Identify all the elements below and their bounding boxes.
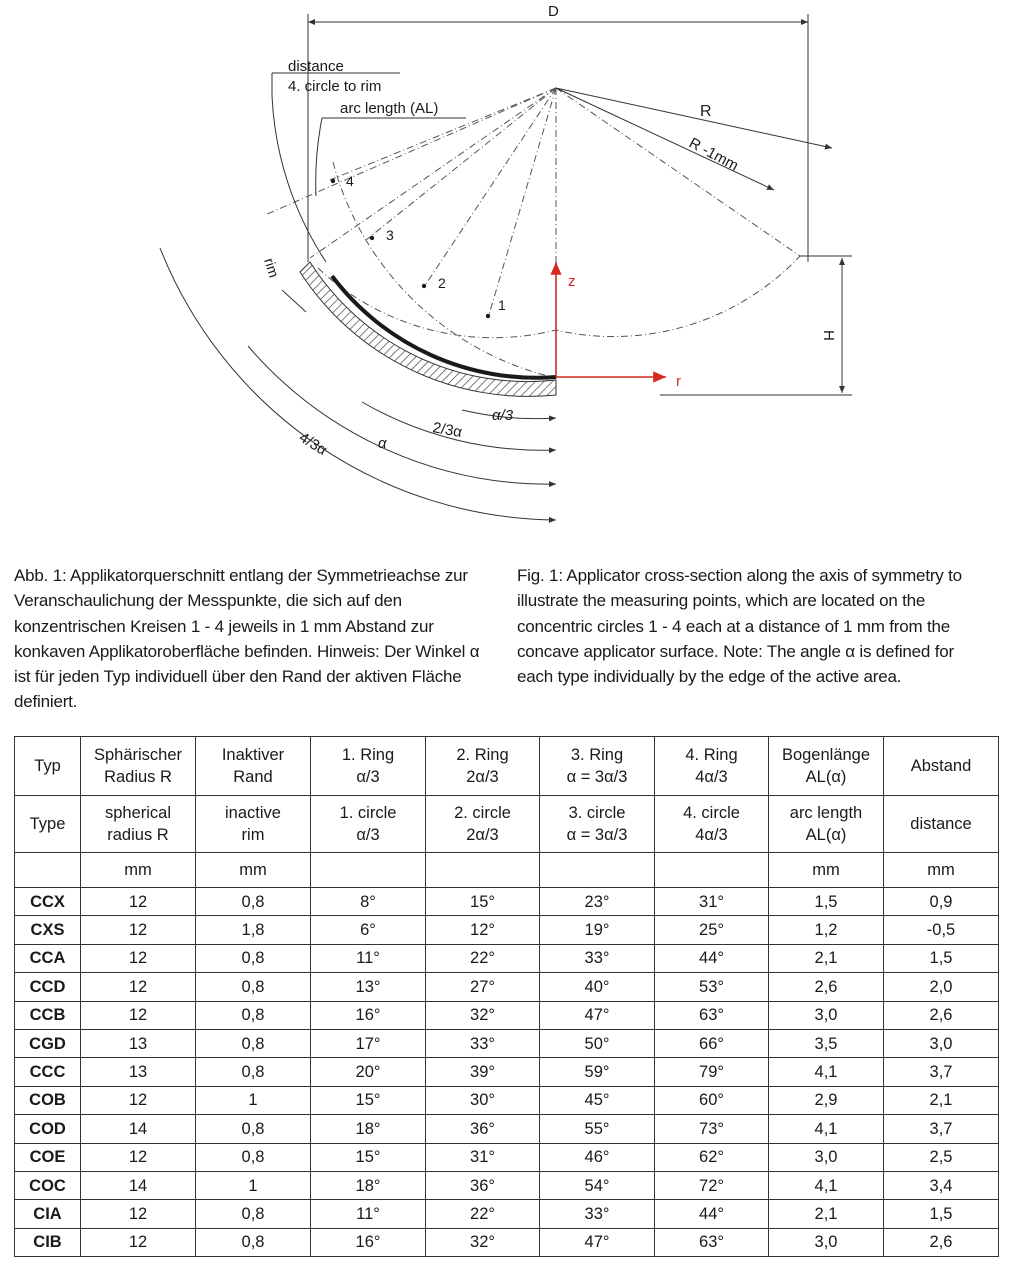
table-cell: 12 <box>81 888 196 916</box>
table-cell: 14 <box>81 1171 196 1199</box>
label-ring-1: 1 <box>498 297 506 313</box>
table-cell: 0,8 <box>196 1143 311 1171</box>
table-cell: 53° <box>655 973 769 1001</box>
table-cell: 0,8 <box>196 944 311 972</box>
table-cell: 0,8 <box>196 1058 311 1086</box>
table-row <box>15 944 999 972</box>
table-cell: 18° <box>311 1171 426 1199</box>
table-cell: 14 <box>81 1115 196 1143</box>
header-cell: 2. circle 2α/3 <box>426 796 540 853</box>
table-cell: 59° <box>540 1058 655 1086</box>
table-row <box>15 1115 999 1143</box>
table-cell: 30° <box>426 1086 540 1114</box>
table-cell: 12 <box>81 1228 196 1256</box>
table-row <box>15 973 999 1001</box>
header-cell: 4. Ring 4α/3 <box>655 737 769 796</box>
label-D: D <box>548 3 559 20</box>
label-circle-to-rim: 4. circle to rim <box>288 78 382 95</box>
header-cell: Inaktiver Rand <box>196 737 311 796</box>
label-H: H <box>820 330 837 341</box>
unit-cell <box>311 853 426 888</box>
table-cell: 31° <box>426 1143 540 1171</box>
table-cell: 1,5 <box>769 888 884 916</box>
label-rim: rim <box>261 255 283 280</box>
header-cell: 4. circle 4α/3 <box>655 796 769 853</box>
table-cell: 33° <box>540 1200 655 1228</box>
table-cell: 0,9 <box>884 888 999 916</box>
table-cell: 27° <box>426 973 540 1001</box>
table-cell: 4,1 <box>769 1058 884 1086</box>
table-cell: 15° <box>311 1086 426 1114</box>
table-cell: 79° <box>655 1058 769 1086</box>
unit-cell: mm <box>196 853 311 888</box>
table-cell: 22° <box>426 1200 540 1228</box>
table-cell: 2,9 <box>769 1086 884 1114</box>
label-z-axis: z <box>568 273 576 290</box>
type-code-cell: CCC <box>15 1058 81 1086</box>
caption-german: Abb. 1: Applikatorquerschnitt entlang der Symmetrieachse zur Veranschaulichung der Messpunkte, die sich auf den konzentrischen Kreisen 1 - 4 jeweils in 1 mm Abstand zur konkaven Applikatoroberfläche befinden. Hinweis: Der Winkel α ist für jeden Typ individuell über den Rand der aktiven Fläche definiert. <box>14 566 480 712</box>
table-cell: 2,1 <box>884 1086 999 1114</box>
table-row <box>15 1001 999 1029</box>
table-cell: 3,7 <box>884 1058 999 1086</box>
table-cell: 12 <box>81 916 196 944</box>
type-code-cell: CCD <box>15 973 81 1001</box>
label-ring-4: 4 <box>346 173 354 189</box>
header-cell: Bogenlänge AL(α) <box>769 737 884 796</box>
table-cell: 11° <box>311 1200 426 1228</box>
table-cell: 60° <box>655 1086 769 1114</box>
type-code-cell: CCB <box>15 1001 81 1029</box>
table-cell: 33° <box>426 1029 540 1057</box>
table-cell: 1 <box>196 1086 311 1114</box>
table-row <box>15 1200 999 1228</box>
label-two-thirds-alpha: 2/3α <box>431 419 464 442</box>
table-cell: 8° <box>311 888 426 916</box>
table-cell: -0,5 <box>884 916 999 944</box>
type-code-cell: CIB <box>15 1228 81 1256</box>
table-cell: 0,8 <box>196 1001 311 1029</box>
table-cell: 47° <box>540 1228 655 1256</box>
table-cell: 44° <box>655 1200 769 1228</box>
type-code-cell: CXS <box>15 916 81 944</box>
table-row <box>15 1143 999 1171</box>
table-cell: 36° <box>426 1171 540 1199</box>
table-cell: 3,7 <box>884 1115 999 1143</box>
header-cell: Sphärischer Radius R <box>81 737 196 796</box>
label-ring-2: 2 <box>438 275 446 291</box>
label-r-axis: r <box>676 373 681 390</box>
height-dimension <box>660 256 852 395</box>
table-cell: 12 <box>81 973 196 1001</box>
table-cell: 73° <box>655 1115 769 1143</box>
table-cell: 44° <box>655 944 769 972</box>
table-cell: 1 <box>196 1171 311 1199</box>
table-cell: 25° <box>655 916 769 944</box>
table-cell: 0,8 <box>196 1029 311 1057</box>
table-cell: 4,1 <box>769 1171 884 1199</box>
unit-cell <box>655 853 769 888</box>
table-cell: 0,8 <box>196 1200 311 1228</box>
type-code-cell: CCX <box>15 888 81 916</box>
units-row <box>15 853 999 888</box>
header-cell: 3. Ring α = 3α/3 <box>540 737 655 796</box>
table-cell: 55° <box>540 1115 655 1143</box>
label-alpha-third: α/3 <box>492 407 514 424</box>
table-cell: 1,8 <box>196 916 311 944</box>
label-R: R <box>700 103 712 120</box>
unit-cell: mm <box>81 853 196 888</box>
header-row-english <box>15 796 999 853</box>
type-code-cell: COE <box>15 1143 81 1171</box>
table-cell: 12° <box>426 916 540 944</box>
table-cell: 1,5 <box>884 1200 999 1228</box>
applicator-cross-section-diagram <box>0 0 1011 545</box>
table-cell: 47° <box>540 1001 655 1029</box>
radial-lines <box>265 88 800 380</box>
table-cell: 2,5 <box>884 1143 999 1171</box>
header-cell: 3. circle α = 3α/3 <box>540 796 655 853</box>
table-cell: 16° <box>311 1228 426 1256</box>
table-cell: 39° <box>426 1058 540 1086</box>
unit-cell <box>15 853 81 888</box>
table-cell: 50° <box>540 1029 655 1057</box>
header-cell: 2. Ring 2α/3 <box>426 737 540 796</box>
label-arc-length: arc length (AL) <box>340 100 439 117</box>
table-cell: 15° <box>311 1143 426 1171</box>
table-cell: 32° <box>426 1001 540 1029</box>
table-cell: 2,6 <box>884 1001 999 1029</box>
table-cell: 3,0 <box>769 1143 884 1171</box>
table-row <box>15 916 999 944</box>
type-code-cell: CIA <box>15 1200 81 1228</box>
type-code-cell: COB <box>15 1086 81 1114</box>
table-cell: 2,6 <box>884 1228 999 1256</box>
table-cell: 20° <box>311 1058 426 1086</box>
header-row-german <box>15 737 999 796</box>
table-cell: 0,8 <box>196 973 311 1001</box>
table-cell: 12 <box>81 1001 196 1029</box>
table-cell: 1,2 <box>769 916 884 944</box>
table-cell: 31° <box>655 888 769 916</box>
table-cell: 23° <box>540 888 655 916</box>
label-ring-3: 3 <box>386 227 394 243</box>
table-cell: 16° <box>311 1001 426 1029</box>
table-cell: 13° <box>311 973 426 1001</box>
header-cell: 1. Ring α/3 <box>311 737 426 796</box>
table-cell: 12 <box>81 944 196 972</box>
table-cell: 11° <box>311 944 426 972</box>
table-cell: 62° <box>655 1143 769 1171</box>
table-cell: 45° <box>540 1086 655 1114</box>
table-cell: 66° <box>655 1029 769 1057</box>
table-cell: 15° <box>426 888 540 916</box>
label-R-1mm: R -1mm <box>686 134 742 175</box>
table-cell: 22° <box>426 944 540 972</box>
table-cell: 54° <box>540 1171 655 1199</box>
header-cell: Typ <box>15 737 81 796</box>
table-cell: 3,0 <box>769 1228 884 1256</box>
table-cell: 40° <box>540 973 655 1001</box>
table-row <box>15 1058 999 1086</box>
table-cell: 3,5 <box>769 1029 884 1057</box>
type-code-cell: CCA <box>15 944 81 972</box>
table-cell: 72° <box>655 1171 769 1199</box>
table-cell: 33° <box>540 944 655 972</box>
unit-cell: mm <box>769 853 884 888</box>
table-cell: 6° <box>311 916 426 944</box>
label-alpha: α <box>378 435 387 452</box>
table-cell: 12 <box>81 1200 196 1228</box>
label-four-thirds-alpha: 4/3α <box>295 428 330 460</box>
table-cell: 1,5 <box>884 944 999 972</box>
table-row <box>15 1228 999 1256</box>
unit-cell: mm <box>884 853 999 888</box>
table-cell: 4,1 <box>769 1115 884 1143</box>
header-cell: distance <box>884 796 999 853</box>
table-cell: 0,8 <box>196 1228 311 1256</box>
table-cell: 32° <box>426 1228 540 1256</box>
header-cell: inactive rim <box>196 796 311 853</box>
table-cell: 3,4 <box>884 1171 999 1199</box>
table-cell: 2,1 <box>769 1200 884 1228</box>
type-code-cell: COD <box>15 1115 81 1143</box>
table-cell: 63° <box>655 1001 769 1029</box>
table-row <box>15 888 999 916</box>
table-cell: 2,1 <box>769 944 884 972</box>
table-row <box>15 1171 999 1199</box>
header-cell: spherical radius R <box>81 796 196 853</box>
header-cell: Type <box>15 796 81 853</box>
applicator-types-table <box>14 736 999 1257</box>
table-cell: 19° <box>540 916 655 944</box>
table-cell: 12 <box>81 1086 196 1114</box>
diameter-dimension <box>308 14 808 262</box>
table-cell: 0,8 <box>196 1115 311 1143</box>
table-cell: 13 <box>81 1029 196 1057</box>
caption-english: Fig. 1: Applicator cross-section along the axis of symmetry to illustrate the measuring points, which are located on the concentric circles 1 - 4 each at a distance of 1 mm from the concave applicator surface. Note: The angle α is defined for each type individually by the edge of the active area. <box>517 566 962 687</box>
table-cell: 46° <box>540 1143 655 1171</box>
rim-pointer <box>282 290 306 312</box>
table-cell: 18° <box>311 1115 426 1143</box>
table-cell: 36° <box>426 1115 540 1143</box>
table-cell: 3,0 <box>884 1029 999 1057</box>
table-cell: 2,6 <box>769 973 884 1001</box>
header-cell: Abstand <box>884 737 999 796</box>
table-cell: 17° <box>311 1029 426 1057</box>
table-row <box>15 1029 999 1057</box>
table-cell: 0,8 <box>196 888 311 916</box>
unit-cell <box>426 853 540 888</box>
table-cell: 2,0 <box>884 973 999 1001</box>
table-cell: 3,0 <box>769 1001 884 1029</box>
table-row <box>15 1086 999 1114</box>
table-cell: 63° <box>655 1228 769 1256</box>
table-cell: 12 <box>81 1143 196 1171</box>
table-cell: 13 <box>81 1058 196 1086</box>
type-code-cell: CGD <box>15 1029 81 1057</box>
header-cell: arc length AL(α) <box>769 796 884 853</box>
header-cell: 1. circle α/3 <box>311 796 426 853</box>
label-distance: distance <box>288 58 344 75</box>
type-code-cell: COC <box>15 1171 81 1199</box>
unit-cell <box>540 853 655 888</box>
